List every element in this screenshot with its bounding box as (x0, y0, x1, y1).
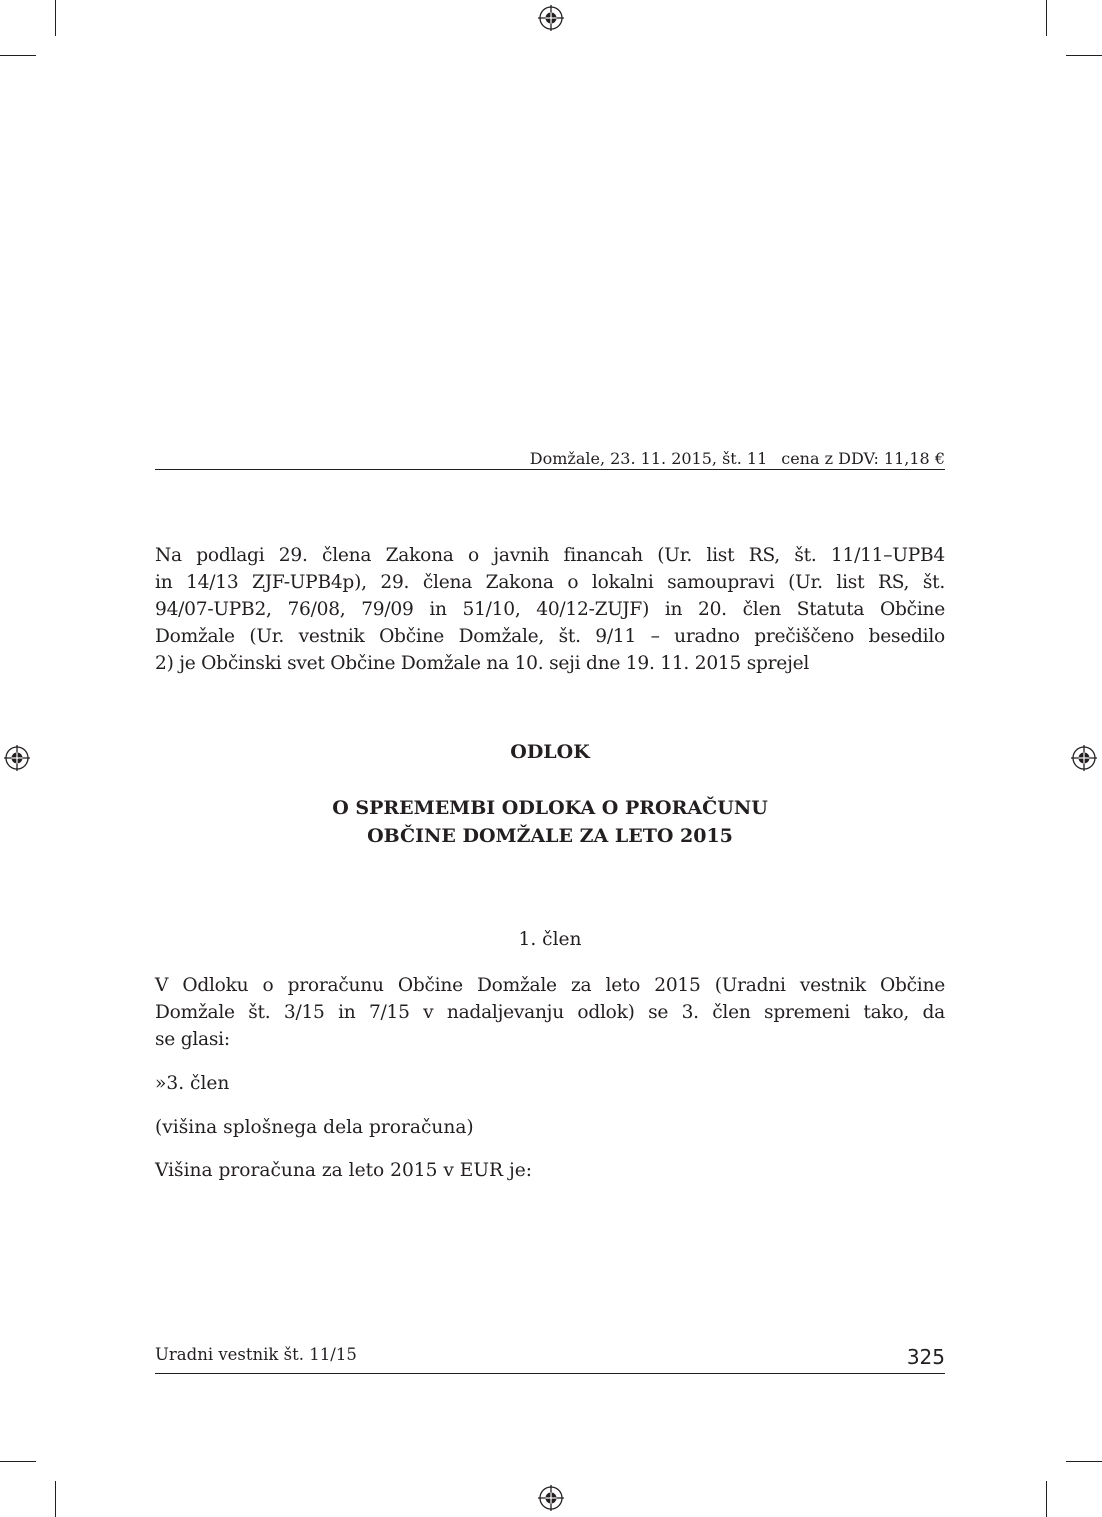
intro-line: 2) je Občinski svet Občine Domžale na 10. seji dne 19. 11. 2015 sprejel (155, 653, 810, 674)
registration-mark-icon (538, 5, 564, 31)
registration-mark-icon (1071, 745, 1097, 771)
article-line: Domžale št. 3/15 in 7/15 v nadaljevanju odlok) se 3. člen spremeni tako, da (155, 1002, 945, 1023)
crop-mark-icon (1066, 55, 1102, 56)
crop-mark-icon (1066, 1461, 1102, 1462)
footer-publication: Uradni vestnik št. 11/15 (155, 1345, 357, 1364)
subtitle-line: OBČINE DOMŽALE ZA LETO 2015 (367, 825, 733, 847)
registration-mark-icon (538, 1485, 564, 1511)
issue-info: Domžale, 23. 11. 2015, št. 11 (529, 449, 768, 468)
intro-line: Na podlagi 29. člena Zakona o javnih financah (Ur. list RS, št. 11/11–UPB4 (155, 545, 945, 566)
crop-mark-icon (55, 1481, 56, 1517)
price-info: cena z DDV: 11,18 € (781, 449, 945, 468)
crop-mark-icon (1046, 1481, 1047, 1517)
intro-line: 94/07-UPB2, 76/08, 79/09 in 51/10, 40/12-ZUJF) in 20. člen Statuta Občine (155, 599, 945, 620)
crop-mark-icon (1046, 0, 1047, 36)
header-rule (155, 469, 945, 470)
article-paragraph (155, 972, 945, 1053)
budget-intro: Višina proračuna za leto 2015 v EUR je: (155, 1160, 532, 1181)
intro-line: in 14/13 ZJF-UPB4p), 29. člena Zakona o lokalni samoupravi (Ur. list RS, št. (155, 572, 945, 593)
article-line: se glasi: (155, 1029, 230, 1050)
page-header (155, 448, 945, 470)
article-line: V Odloku o proračunu Občine Domžale za leto 2015 (Uradni vestnik Občine (155, 975, 945, 996)
quoted-article-ref: »3. člen (155, 1073, 230, 1094)
crop-mark-icon (0, 1461, 36, 1462)
registration-mark-icon (4, 745, 30, 771)
document-subtitle (155, 794, 945, 850)
intro-line: Domžale (Ur. vestnik Občine Domžale, št. 9/11 – uradno prečiščeno besedilo (155, 626, 945, 647)
subtitle-line: O SPREMEMBI ODLOKA O PRORAČUNU (332, 797, 768, 819)
article-heading: 1. člen (518, 929, 582, 950)
intro-paragraph (155, 542, 945, 677)
footer-rule (155, 1373, 945, 1374)
document-title: ODLOK (510, 741, 590, 763)
crop-mark-icon (55, 0, 56, 36)
quoted-article-subtitle: (višina splošnega dela proračuna) (155, 1117, 474, 1138)
crop-mark-icon (0, 55, 36, 56)
page-number: 325 (906, 1345, 945, 1369)
